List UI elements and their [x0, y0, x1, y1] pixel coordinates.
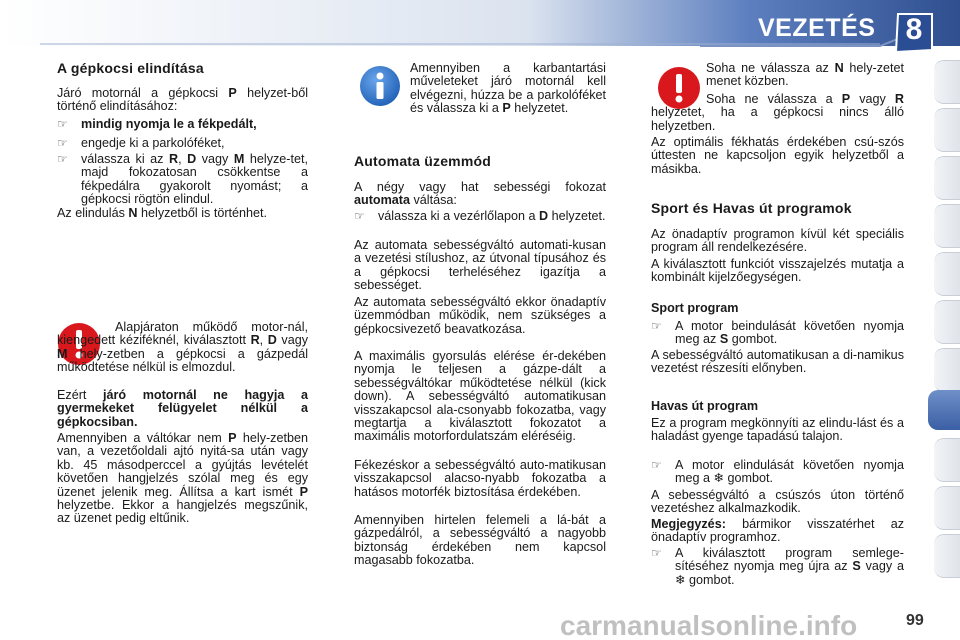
paragraph: Amennyiben hirtelen felemeli a lá-bát a gázpedálról, a sebességváltó a nagyobb biztonság érdekében nem kapcsol magasabb fokozatba. — [354, 513, 606, 568]
paragraph: A maximális gyorsulás elérése ér-dekében nyomja le teljesen a gázpe-dált a sebességváltókar működtetése nélkül (kick down). A sebességváltó automatikusan visszakapcsol ala-csonyabb fokozatba, vagy megtartja a kiválasztott fokozatot a maximális motorfordulatszám eléréséig. — [354, 349, 606, 444]
chapter-tab[interactable] — [934, 486, 960, 530]
list-item: ☞ engedje ki a parkolóféket, — [57, 136, 225, 150]
info-text: Amennyiben a karbantartási műveleteket járó motornál kell elvégezni, húzza be a parkolóféket és válassza ki a P helyzetet. — [410, 61, 606, 116]
warning-text: Soha ne válassza a P vagy R helyzetet, ha a gépkocsi nincs álló helyzetben. — [651, 92, 905, 133]
list-item: ☞ mindig nyomja le a fékpedált, — [57, 117, 257, 131]
pointer-icon: ☞ — [651, 546, 662, 560]
section-heading: Sport és Havas út programok — [651, 200, 852, 216]
chapter-tab[interactable] — [934, 300, 960, 344]
watermark: carmanualsonline.info — [560, 610, 858, 640]
chapter-number: 8 — [905, 13, 923, 46]
list-item: ☞ A kiválasztott program semlege-sítéséhez nyomja meg újra az S vagy a ❄ gombot. — [651, 546, 904, 587]
pointer-icon: ☞ — [354, 209, 365, 223]
subheading: Havas út program — [651, 399, 759, 413]
paragraph: Az automata sebességváltó automati-kusan a vezetési stílushoz, az útvonal típusához és a gépkocsi terheléséhez igazítja a sebességet. — [354, 238, 606, 293]
paragraph: Ez a program megkönnyíti az elindu-lást és a haladást gyenge tapadású talajon. — [651, 416, 904, 444]
info-icon — [359, 65, 401, 107]
pointer-icon: ☞ — [57, 152, 68, 166]
paragraph: Az önadaptív programon kívül két speciális program áll rendelkezésére. — [651, 227, 904, 255]
paragraph: Az optimális fékhatás érdekében csú-szós úttesten ne kapcsoljon egyik helyzetből a másikba. — [651, 135, 904, 176]
chapter-tabs — [928, 60, 960, 620]
note-paragraph: Megjegyzés: bármikor visszatérhet az önadaptív programhoz. — [651, 517, 904, 545]
chapter-tab[interactable] — [934, 60, 960, 104]
section-heading: Automata üzemmód — [354, 153, 491, 169]
warning-text: Soha ne válassza az N hely-zetet menet közben. — [706, 61, 904, 89]
list-item: ☞ válassza ki az R, D vagy M helyze-tet, majd fokozatosan csökkentse a fékpedálra gyakorolt nyomást; a gépkocsi rögtön elindul. — [57, 152, 308, 207]
pointer-icon: ☞ — [57, 117, 68, 131]
chapter-tab[interactable] — [934, 252, 960, 296]
paragraph: A kiválasztott funkciót visszajelzés mutatja a kombinált kijelzőegységen. — [651, 257, 904, 285]
paragraph: A sebességváltó automatikusan a di-namikus vezetést részesíti előnyben. — [651, 348, 904, 376]
list-item: ☞ A motor beindulását követően nyomja meg az S gombot. — [651, 319, 904, 347]
chapter-title: VEZETÉS — [758, 14, 876, 42]
paragraph: Amennyiben a váltókar nem P hely-zetben van, a vezetőoldali ajtó nyitá-sa után vagy kb. 45 másodperccel a gyújtás levételét követően hangjelzés szólal meg és egy üzenet jelenik meg. Állítsa a kart ismét P helyzetbe. Ekkor a hangjelzés megszűnik, az üzenet pedig eltűnik. — [57, 431, 308, 526]
chapter-tab[interactable] — [934, 108, 960, 152]
chapter-tab[interactable] — [934, 534, 960, 578]
chapter-tab[interactable] — [934, 156, 960, 200]
intro-paragraph: Járó motornál a gépkocsi P helyzet-ből történő elindításához: — [57, 86, 308, 114]
warning-text: Alapjáraton működő motor-nál, kiengedett kéziféknél, kiválasztott R, D vagy M hely-zetben a gépkocsi a gázpedál működtetése nélkül is elmozdul. — [57, 320, 308, 375]
pointer-icon: ☞ — [57, 136, 68, 150]
chapter-number-badge — [892, 12, 936, 54]
pointer-icon: ☞ — [651, 458, 662, 472]
chapter-tab[interactable] — [934, 438, 960, 482]
list-item: ☞ válassza ki a vezérlőlapon a D helyzetet. — [354, 209, 606, 223]
paragraph: Az elindulás N helyzetből is történhet. — [57, 206, 268, 220]
paragraph: Az automata sebességváltó ekkor önadaptív üzemmódban működik, nem szükséges a gépkocsivezető beavatkozása. — [354, 295, 606, 336]
page-number: 99 — [906, 612, 924, 629]
warning-paragraph: Ezért járó motornál ne hagyja a gyermekeket felügyelet nélkül a gépkocsiban. — [57, 388, 308, 429]
chapter-tab[interactable] — [934, 204, 960, 248]
paragraph: Fékezéskor a sebességváltó auto-matikusan visszakapcsol alacso-nyabb fokozatba a hatásos motorfék biztosítása érdekében. — [354, 458, 606, 499]
pointer-icon: ☞ — [651, 319, 662, 333]
chapter-tab-active[interactable] — [928, 390, 960, 430]
paragraph: A sebességváltó a csúszós úton történő vezetéshez alkalmazkodik. — [651, 488, 904, 516]
section-heading: A gépkocsi elindítása — [57, 60, 204, 76]
list-item: ☞ A motor elindulását követően nyomja meg a ❄ gombot. — [651, 458, 904, 486]
page-header — [0, 0, 960, 50]
subheading: Sport program — [651, 301, 739, 315]
chapter-tab[interactable] — [934, 348, 960, 392]
paragraph: A négy vagy hat sebességi fokozat automata váltása: — [354, 180, 606, 208]
